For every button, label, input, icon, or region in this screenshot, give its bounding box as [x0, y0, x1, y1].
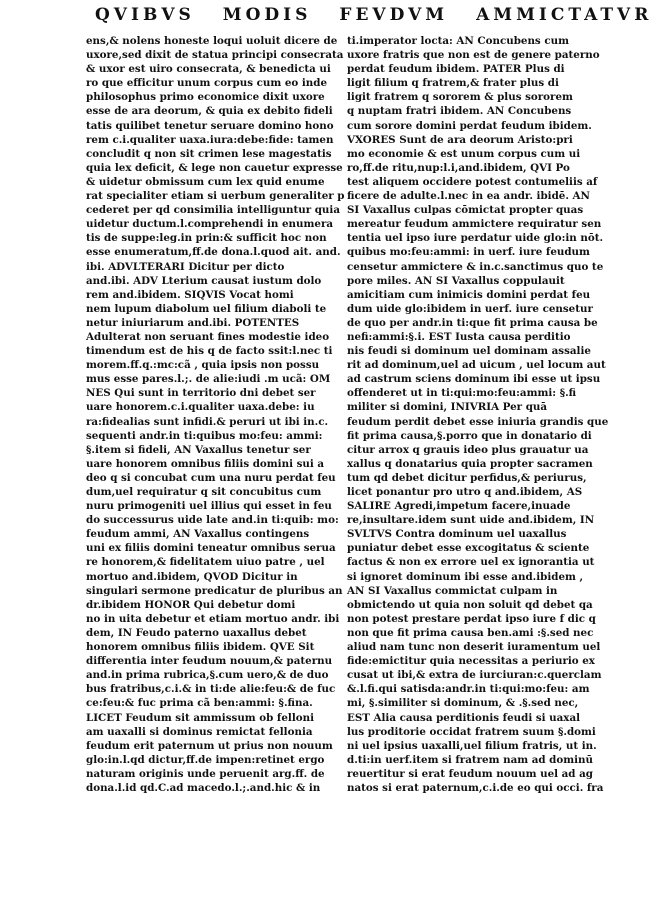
text-line: nefi:ammi:§.i. EST Iusta causa perditio	[347, 330, 571, 343]
text-line: ce:feu:& fuc prima cã ben:ammi: §.fina.	[86, 697, 313, 710]
text-line: ro que efficitur unum corpus cum eo inde	[86, 77, 328, 90]
text-line: & uxor est uiro consecrata, & benedicta ui	[86, 63, 331, 76]
text-line: uare honorem omnibus filiis domini sui a	[86, 457, 325, 470]
text-line: tatis quilibet tenetur seruare domino hono	[86, 119, 334, 132]
text-line: cusat ut ibi,& extra de iurciuran:c.querclam	[347, 669, 602, 682]
text-line: natos si erat paternum,c.i.de eo qui occi. fra	[347, 781, 604, 794]
text-line: ti.imperator locta: AN Concubens cum	[347, 35, 569, 47]
text-line: honorem omnibus filiis ibidem. QVE Sit	[86, 641, 315, 654]
text-line: de quo per andr.in ti:que fit prima causa be	[347, 316, 598, 329]
text-line: test aliquem occidere potest contumeliis af	[347, 175, 598, 188]
text-line: no in uita debetur et etiam mortuo andr. ibi	[86, 612, 340, 625]
right-text-column	[347, 34, 609, 795]
text-line: & uidetur obmissum cum lex quid enume	[86, 175, 325, 188]
text-line: concludit q non sit crimen lese magestatis	[86, 147, 332, 160]
header-word: FEVDVM	[339, 5, 449, 25]
text-line: re,insultare.idem sunt uide and.ibidem, IN	[347, 514, 595, 527]
text-line: SVLTVS Contra dominum uel uaxallus	[347, 528, 567, 541]
text-line: mo economie & est unum corpus cum ui	[347, 147, 581, 160]
text-line: mortuo and.ibidem, QVOD Dicitur in	[86, 570, 298, 583]
text-line: re honorem,& fidelitatem uiuo patre , uel	[86, 556, 325, 569]
text-line: aliud nam tunc non deserit iuramentum uel	[347, 641, 601, 654]
text-line: quibus mo:feu:ammi: in uerf. iure feudum	[347, 246, 590, 259]
text-line: &.l.fi.qui satisda:andr.in ti:qui:mo:feu: am	[347, 683, 590, 696]
text-line: differentia inter feudum nouum,& paternu	[86, 655, 333, 668]
text-line: q nuptam fratri ibidem. AN Concubens	[347, 105, 572, 118]
text-line: quia lex deficit, & lege non cauetur expresse	[86, 161, 343, 174]
text-line: factus & non ex errore uel ex ignorantia ut	[347, 556, 595, 569]
text-line: amicitiam cum inimicis domini perdat feu	[347, 288, 591, 301]
text-line: uni ex filiis domini teneatur omnibus serua	[86, 542, 336, 555]
text-line: dum uide glo:ibidem in uerf. iure censetur	[347, 302, 593, 315]
text-line: mus esse pares.l.;. de alie:iudi .m ucã: OM	[86, 373, 331, 386]
text-line: cederet per qd consimilia intelliguntur quia	[86, 204, 340, 217]
text-line: Adulterat non seruant fines modestie ideo	[86, 330, 330, 343]
text-line: rat specialiter etiam si uerbum generaliter p	[86, 190, 345, 203]
text-line: esse enumeratum,ff.de dona.l.quod ait. and.	[86, 246, 341, 259]
text-line: ligit filium q fratrem,& frater plus di	[347, 77, 559, 90]
text-line: dona.l.id qd.C.ad macedo.l.;.and.hic & in	[86, 781, 321, 794]
text-line: ad castrum sciens dominum ibi esse ut ipsu	[347, 373, 601, 386]
text-line: nis feudi si dominum uel dominam assalie	[347, 345, 591, 358]
text-line: pore miles. AN SI Vaxallus coppulauit	[347, 274, 565, 287]
text-line: tum qd debet dicitur perfidus,& periurus,	[347, 471, 587, 484]
text-line: am uaxalli si dominus remictat fellonia	[86, 725, 313, 738]
text-line: do successurus uide late and.in ti:quib: mo:	[86, 514, 339, 527]
text-line: ra:fidealias sunt infidi.& peruri ut ibi in.c.	[86, 415, 329, 428]
text-line: citur arrox q grauis ideo plus grauatur ua	[347, 443, 589, 456]
text-line: rit ad dominum,uel ad uicum , uel locum aut	[347, 359, 606, 372]
text-line: and.in prima rubrica,§.cum uero,& de duo	[86, 669, 329, 682]
text-line: ens,& nolens honeste loqui uoluit dicere de	[86, 35, 338, 47]
text-line: dr.ibidem HONOR Qui debetur domi	[86, 598, 296, 611]
text-line: NES Qui sunt in territorio dni debet ser	[86, 387, 316, 400]
text-line: dum,uel requiratur q sit concubitus cum	[86, 486, 322, 498]
text-line: nem lupum diabolum uel filium diaboli te	[86, 302, 327, 315]
text-line: feudum erit paternum ut prius non nouum	[86, 739, 333, 752]
running-header	[95, 2, 652, 28]
text-line: feudum ammi, AN Vaxallus contingens	[86, 528, 310, 541]
text-line: esse de ara deorum, & quia ex debito fideli	[86, 105, 333, 118]
text-line: militer si domini, INIVRIA Per quā	[347, 401, 548, 414]
text-line: censetur ammictere & in.c.sanctimus quo te	[347, 260, 604, 273]
text-line: uxore fratris que non est de genere paterno	[347, 49, 600, 62]
text-line: naturam originis unde peruenit arg.ff. de	[86, 767, 325, 780]
text-line: LICET Feudum sit ammissum ob felloni	[86, 711, 315, 724]
text-line: feudum perdit debet esse iniuria grandis que	[347, 415, 609, 428]
text-line: obmictendo ut quia non soluit qd debet qa	[347, 598, 593, 611]
text-line: perdat feudum ibidem. PATER Plus di	[347, 63, 565, 76]
text-line: singulari sermone predicatur de pluribus an	[86, 584, 343, 597]
text-line: timendum est de his q de facto ssit:l.nec ti	[86, 345, 333, 358]
text-line: philosophus primo economice dixit uxore	[86, 91, 325, 104]
text-line: deo q si concubat cum una nuru perdat feu	[86, 471, 336, 484]
text-line: morem.ff.q.:mc:cã , quia ipsis non possu	[86, 359, 320, 372]
text-line: non que fit prima causa ben.ami :§.sed nec	[347, 626, 594, 639]
text-line: SI Vaxallus culpas cōmictat propter quas	[347, 204, 584, 217]
text-line: AN SI Vaxallus commictat culpam in	[347, 584, 558, 597]
text-line: ni uel ipsius uaxalli,uel filium fratris, ut in.	[347, 739, 597, 752]
text-line: nuru primogeniti uel illius qui esset in feu	[86, 500, 332, 513]
text-line: d.ti:in uerf.item si fratrem nam ad dominū	[347, 753, 594, 766]
text-line: rem c.i.qualiter uaxa.iura:debe:fide: tamen	[86, 133, 334, 146]
text-line: puniatur debet esse excogitatus & sciente	[347, 542, 590, 555]
text-line: ligit fratrem q sororem & plus sororem	[347, 91, 573, 104]
text-line: si ignoret dominum ibi esse and.ibidem ,	[347, 570, 584, 583]
text-line: reuertitur si erat feudum nouum uel ad ag	[347, 767, 593, 780]
header-word: AMMICTATVR	[476, 5, 652, 25]
text-line: netur iniuriarum and.ibi. POTENTES	[86, 316, 300, 329]
text-line: rem and.ibidem. SIQVIS Vocat homi	[86, 288, 294, 301]
text-line: tentia uel ipso iure perdatur uide glo:in nōt.	[347, 232, 604, 245]
text-line: mereatur feudum ammictere requiratur sen	[347, 218, 602, 231]
text-line: licet ponantur pro utro q and.ibidem, AS	[347, 486, 583, 498]
text-line: glo:in.l.qd dictur,ff.de impen:retinet ergo	[86, 753, 325, 766]
text-line: uxore,sed dixit de statua principi consecrata	[86, 49, 344, 62]
text-line: ibi. ADVLTERARI Dicitur per dicto	[86, 260, 285, 273]
left-text-column	[86, 34, 345, 795]
text-line: mi, §.similiter si dominum, & .§.sed nec,	[347, 697, 579, 710]
text-line: and.ibi. ADV Lterium causat iustum dolo	[86, 274, 322, 287]
text-line: uare honorem.c.i.qualiter uaxa.debe: iu	[86, 401, 315, 414]
header-word: MODIS	[222, 5, 312, 25]
text-line: uidetur ductum.l.comprehendi in enumera	[86, 218, 334, 231]
text-line: offenderet ut in ti:qui:mo:feu:ammi: §.fi	[347, 387, 577, 400]
header-word: QVIBVS	[95, 5, 195, 25]
text-line: §.item si fideli, AN Vaxallus tenetur ser	[86, 443, 311, 456]
text-line: xallus q donatarius quia propter sacramen	[347, 457, 593, 470]
text-line: cum sorore domini perdat feudum ibidem.	[347, 119, 592, 132]
text-line: sequenti andr.in ti:quibus mo:feu: ammi:	[86, 429, 323, 442]
text-line: ro,ff.de ritu,nup:l.i,and.ibidem, QVI Po	[347, 161, 570, 174]
text-line: tis de suppe:leg.in prin:& sufficit hoc non	[86, 232, 327, 245]
text-line: fit prima causa,§.porro que in donatario di	[347, 429, 592, 442]
text-line: bus fratribus,c.i.& in ti:de alie:feu:& de fuc	[86, 683, 336, 696]
text-line: SALIRE Agredi,impetum facere,inuade	[347, 500, 571, 513]
text-line: ficere de adulte.l.nec in ea andr. ibidē. AN	[347, 190, 590, 203]
text-line: non potest prestare perdat ipso iure f dic q	[347, 612, 596, 625]
text-line: lus proditorie occidat fratrem suum §.domi	[347, 725, 596, 738]
text-line: EST Alia causa perditionis feudi si uaxal	[347, 711, 581, 724]
text-line: fide:emictitur quia necessitas a periurio ex	[347, 655, 595, 668]
text-line: VXORES Sunt de ara deorum Aristo:pri	[347, 133, 573, 146]
text-line: dem, IN Feudo paterno uaxallus debet	[86, 626, 307, 639]
